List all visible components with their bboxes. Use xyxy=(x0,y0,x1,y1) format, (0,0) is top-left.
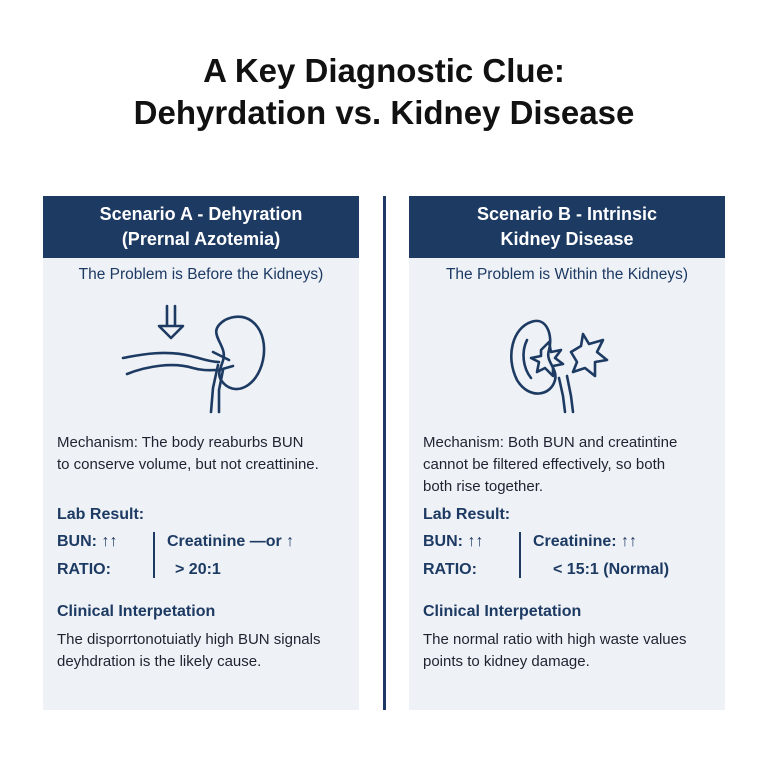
title-line-1: A Key Diagnostic Clue: xyxy=(203,52,565,89)
scenario-b-ratio-value: < 15:1 (Normal) xyxy=(553,561,670,578)
scenario-a-creatinine: Creatinine —or ↑ xyxy=(167,533,295,550)
scenario-a-mechanism-line-1: Mechanism: The body reaburbs BUN xyxy=(57,434,304,451)
scenario-b-header-line-1: Scenario B - Intrinsic xyxy=(476,204,658,224)
scenario-a-mechanism-line-2: to conserve volume, but not creattinine. xyxy=(57,456,319,473)
scenario-b-header-line-2: Kidney Disease xyxy=(500,229,634,249)
title-line-2: Dehyrdation vs. Kidney Disease xyxy=(133,94,635,131)
scenario-b-creatinine: Creatinine: ↑↑ xyxy=(533,533,638,550)
scenario-b-lab-separator xyxy=(519,532,521,578)
scenario-b-clinical-text xyxy=(423,629,723,673)
scenario-a-mechanism xyxy=(57,432,357,476)
scenario-b-header xyxy=(409,196,725,258)
scenario-a-lab-heading: Lab Result: xyxy=(57,506,145,523)
scenario-b-ratio-label: RATIO: xyxy=(423,561,477,578)
scenario-b-subtitle: The Problem is Within the Kidneys) xyxy=(445,266,689,283)
scenario-a-card xyxy=(43,196,359,710)
scenario-a-bun: BUN: ↑↑ xyxy=(57,533,118,550)
scenario-a-lab-separator xyxy=(153,532,155,578)
center-divider xyxy=(383,196,386,710)
scenario-b-mechanism-line-2: cannot be filtered effectively, so both xyxy=(423,456,666,473)
page-title xyxy=(0,50,768,134)
scenario-a-ratio-label: RATIO: xyxy=(57,561,111,578)
scenario-a-clinical-line-1: The disporrtonotuiatly high BUN signals xyxy=(57,631,321,648)
scenario-a-subtitle: The Problem is Before the Kidneys) xyxy=(78,266,324,283)
scenario-b-card xyxy=(409,196,725,710)
scenario-b-clinical-line-2: points to kidney damage. xyxy=(423,653,590,670)
scenario-a-header-line-1: Scenario A - Dehyration xyxy=(99,204,303,224)
scenario-b-bun: BUN: ↑↑ xyxy=(423,533,484,550)
scenario-b-mechanism-line-3: both rise together. xyxy=(423,478,544,495)
scenario-a-ratio-value: > 20:1 xyxy=(175,561,221,578)
scenario-b-mechanism-line-1: Mechanism: Both BUN and creatintine xyxy=(423,434,678,451)
scenario-b-clinical-line-1: The normal ratio with high waste values xyxy=(423,631,687,648)
arrow-down-kidney-icon xyxy=(43,300,359,418)
scenario-a-header-line-2: (Prernal Azotemia) xyxy=(121,229,281,249)
damaged-kidney-icon xyxy=(409,300,725,418)
scenario-b-lab-heading: Lab Result: xyxy=(423,506,511,523)
scenario-a-clinical-text xyxy=(57,629,357,673)
scenario-a-header xyxy=(43,196,359,258)
scenario-b-mechanism xyxy=(423,432,723,498)
scenario-a-clinical-line-2: deyhdration is the likely cause. xyxy=(57,653,262,670)
scenario-a-clinical-heading: Clinical Interpetation xyxy=(57,603,216,620)
scenario-b-clinical-heading: Clinical Interpetation xyxy=(423,603,582,620)
